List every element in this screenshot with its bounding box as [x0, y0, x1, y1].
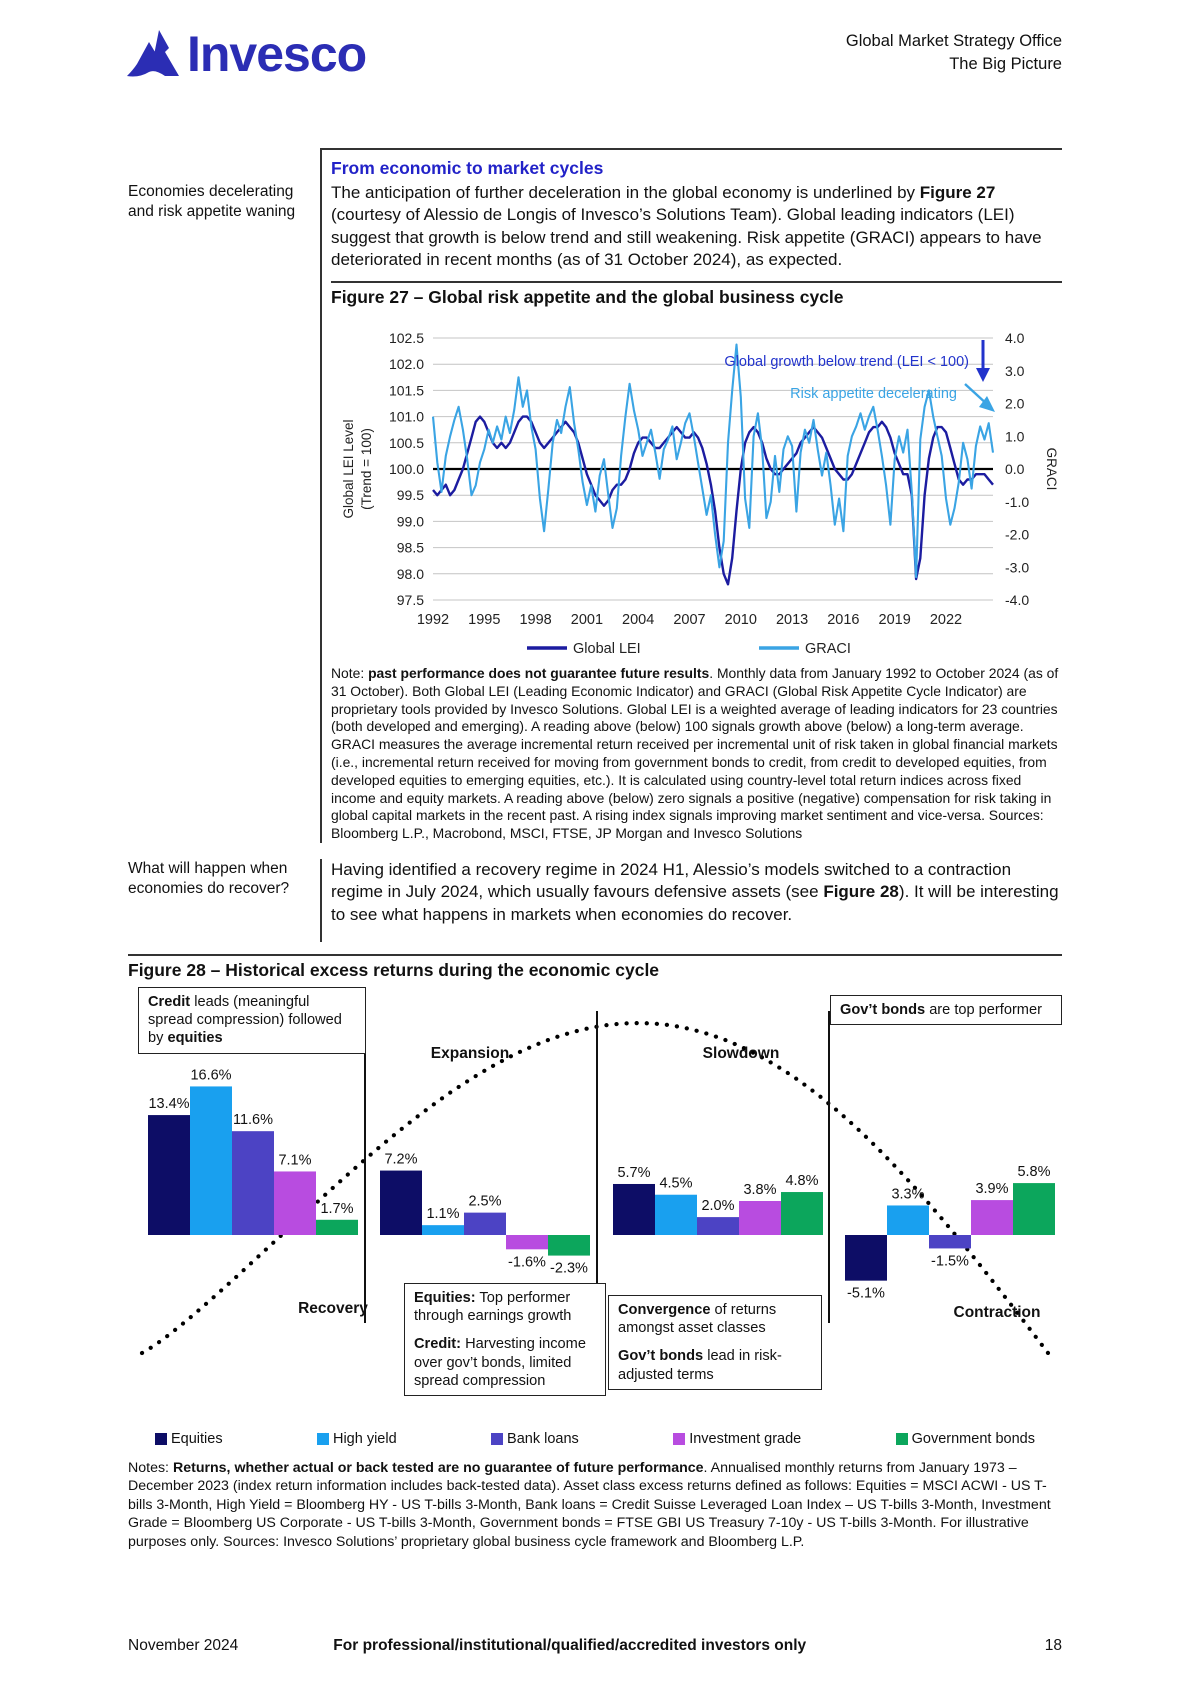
legend-swatch	[155, 1433, 167, 1445]
svg-text:13.4%: 13.4%	[148, 1095, 190, 1112]
invesco-logo	[125, 22, 387, 84]
svg-text:102.0: 102.0	[388, 356, 424, 373]
svg-text:-1.6%: -1.6%	[508, 1254, 546, 1271]
annotation-expansion	[404, 1283, 606, 1396]
svg-text:99.0: 99.0	[396, 513, 424, 530]
legend-swatch	[673, 1433, 685, 1445]
footer-date: November 2024	[128, 1637, 239, 1654]
svg-text:2.0: 2.0	[1005, 395, 1025, 412]
svg-text:98.0: 98.0	[396, 565, 424, 582]
svg-text:3.8%: 3.8%	[743, 1181, 777, 1198]
side-note-2: What will happen when economies do recover?	[128, 860, 290, 898]
annotation-slowdown	[608, 1295, 822, 1390]
svg-text:7.1%: 7.1%	[278, 1152, 312, 1169]
svg-text:3.0: 3.0	[1005, 362, 1025, 379]
side-note-column	[128, 148, 320, 271]
svg-text:-4.0: -4.0	[1005, 592, 1030, 609]
figure27-column	[320, 271, 1062, 843]
svg-text:1992: 1992	[416, 612, 450, 629]
svg-text:Contraction: Contraction	[953, 1303, 1041, 1321]
figure27-note: Note: past performance does not guarantee future results. Monthly data from January 1992 to October 2024 (as of 31 October). Both Global LEI (Leading Economic Indicator) and GRACI (Global Risk Appetite Cycle Indicator) are proprietary tools provided by Invesco Solutions. Global LEI is a weighted average of leading indicators for 23 countries (both developed and emerging). A reading above (below) 100 signals growth above (below) a long-term average. GRACI measures the average incremental return received per incremental unit of risk taken in global financial markets (i.e., incremental return received for moving from government bonds to credit, from credit to developed equities, from developed equities to emerging equities, etc.). It is calculated using country-level total return indices across fixed income and equity markets. A reading above (below) zero signals a positive (negative) compensation for risk taking in global capital markets in the recent past. A rising index signals improving market sentiment and vice-versa. Sources: Bloomberg L.P., Macrobond, MSCI, FTSE, JP Morgan and Invesco Solutions	[331, 665, 1059, 842]
figure28-title: Figure 28 – Historical excess returns during the economic cycle	[128, 959, 660, 980]
svg-text:Risk appetite decelerating: Risk appetite decelerating	[790, 386, 957, 403]
svg-text:101.0: 101.0	[388, 408, 424, 425]
svg-text:11.6%: 11.6%	[232, 1112, 274, 1129]
legend-item-equities	[155, 1431, 223, 1447]
header-publication: The Big Picture	[949, 55, 1062, 74]
svg-text:4.5%: 4.5%	[659, 1175, 693, 1192]
page-footer	[128, 1637, 1062, 1655]
main-column-2	[320, 859, 1062, 942]
annotation-slowdown-govt-bonds: Gov’t bonds lead in risk-adjusted terms	[618, 1348, 782, 1383]
legend-item-bank-loans	[491, 1431, 579, 1447]
side-note-column-2	[128, 859, 320, 942]
svg-text:1995: 1995	[468, 612, 501, 629]
svg-text:-1.5%: -1.5%	[931, 1253, 969, 1270]
svg-text:3.3%: 3.3%	[891, 1186, 925, 1203]
svg-text:2022: 2022	[929, 612, 963, 629]
legend-label: Equities	[171, 1430, 223, 1447]
main-column	[320, 148, 1062, 271]
legend-label: High yield	[332, 1430, 397, 1447]
figure28-legend	[155, 1431, 1035, 1447]
svg-text:2019: 2019	[878, 612, 911, 629]
svg-text:GRACI: GRACI	[1044, 447, 1059, 491]
svg-text:2004: 2004	[622, 612, 655, 629]
svg-text:1.1%: 1.1%	[426, 1205, 460, 1222]
svg-text:(Trend = 100): (Trend = 100)	[359, 428, 374, 510]
svg-text:2001: 2001	[570, 612, 604, 629]
svg-text:GRACI: GRACI	[805, 641, 851, 658]
svg-text:2016: 2016	[827, 612, 860, 629]
svg-text:5.8%: 5.8%	[1017, 1163, 1051, 1180]
svg-text:7.2%: 7.2%	[384, 1151, 418, 1168]
section-recovery	[0, 859, 1200, 942]
svg-text:Global LEI Level: Global LEI Level	[341, 419, 356, 519]
annotation-recovery-credit: Credit leads (meaningful spread compression) followed by equities	[138, 987, 366, 1054]
annotation-govt-bonds-top: Gov’t bonds are top performer	[830, 995, 1062, 1025]
svg-text:99.5: 99.5	[396, 487, 424, 504]
svg-text:1998: 1998	[519, 612, 552, 629]
svg-text:Recovery: Recovery	[298, 1299, 368, 1317]
annotation-expansion-credit: Credit: Harvesting income over gov’t bonds, limited spread compression	[414, 1336, 586, 1389]
svg-text:2.0%: 2.0%	[701, 1197, 735, 1214]
svg-text:Slowdown: Slowdown	[702, 1044, 780, 1062]
svg-text:3.9%: 3.9%	[975, 1180, 1009, 1197]
figure27-line-chart	[331, 308, 1064, 660]
svg-text:2007: 2007	[673, 612, 706, 629]
legend-swatch	[317, 1433, 329, 1445]
svg-text:1.0: 1.0	[1005, 428, 1025, 445]
svg-text:4.0: 4.0	[1005, 330, 1025, 347]
figure28-chart	[128, 985, 1062, 1425]
legend-label: Bank loans	[507, 1430, 579, 1447]
svg-text:101.5: 101.5	[388, 382, 424, 399]
figure27-title: Figure 27 – Global risk appetite and the global business cycle	[331, 287, 844, 308]
legend-item-government-bonds	[896, 1431, 1035, 1447]
legend-item-high-yield	[317, 1431, 397, 1447]
svg-text:0.0: 0.0	[1005, 461, 1025, 478]
svg-text:100.5: 100.5	[388, 434, 424, 451]
figure27-row	[0, 271, 1200, 843]
footer-page-number: 18	[1044, 1637, 1062, 1654]
legend-item-investment-grade	[673, 1431, 801, 1447]
svg-text:Global LEI: Global LEI	[573, 641, 641, 658]
svg-text:Invesco: Invesco	[187, 26, 367, 82]
figure28-block	[0, 954, 1200, 1551]
header-office: Global Market Strategy Office	[845, 32, 1062, 50]
legend-swatch	[896, 1433, 908, 1445]
section-paragraph: The anticipation of further deceleration in the global economy is underlined by Figure 27 (courtesy of Alessio de Longis of Invesco’s Solutions Team). Global leading indicators (LEI) suggest that growth is below trend and still weakening. Risk appetite (GRACI) appears to have deteriorated in recent months (as of 31 October 2024), as expected.	[331, 183, 1042, 269]
svg-text:102.5: 102.5	[388, 330, 424, 347]
section-economic-to-market	[0, 148, 1200, 271]
svg-text:1.7%: 1.7%	[320, 1200, 354, 1217]
svg-text:100.0: 100.0	[388, 461, 424, 478]
svg-text:-1.0: -1.0	[1005, 493, 1030, 510]
svg-text:2.5%: 2.5%	[468, 1193, 502, 1210]
section2-paragraph: Having identified a recovery regime in 2024 H1, Alessio’s models switched to a contraction regime in July 2024, which usually favours defensive assets (see Figure 28). It will be interesting to see what happens in markets when economies do recover.	[331, 860, 1059, 924]
figure28-notes: Notes: Returns, whether actual or back tested are no guarantee of future performance. Annualised monthly returns from January 1973 – December 2023 (index return information includes back-tested data). Asset class excess returns defined as follows: Equities = MSCI ACWI - US T-bills 3-Month, High Yield = Bloomberg HY - US T-bills 3-Month, Bank loans = Credit Suisse Leveraged Loan Index – US T-bills 3-Month, Investment Grade = Bloomberg US Corporate - US T-bills 3-Month, Government bonds = FTSE GBI US Treasury 7-10y - US T-bills 3-Month. For illustrative purposes only. Sources: Invesco Solutions’ proprietary global business cycle framework and Bloomberg L.P.	[128, 1459, 1051, 1550]
figure27-block	[331, 281, 1062, 843]
footer-disclaimer: For professional/institutional/qualified/accredited investors only	[333, 1637, 807, 1654]
legend-label: Investment grade	[689, 1430, 802, 1447]
svg-text:-2.3%: -2.3%	[550, 1260, 588, 1277]
legend-label: Government bonds	[911, 1430, 1035, 1447]
legend-swatch	[491, 1433, 503, 1445]
svg-text:-3.0: -3.0	[1005, 559, 1030, 576]
svg-text:2010: 2010	[724, 612, 757, 629]
svg-text:97.5: 97.5	[396, 592, 424, 609]
section-heading: From economic to market cycles	[331, 158, 604, 178]
invesco-mountain-icon	[125, 22, 387, 84]
svg-text:98.5: 98.5	[396, 539, 424, 556]
svg-text:5.7%: 5.7%	[617, 1164, 651, 1181]
svg-text:2013: 2013	[775, 612, 809, 629]
svg-text:16.6%: 16.6%	[190, 1067, 232, 1084]
svg-text:Global growth below trend (LEI: Global growth below trend (LEI < 100)	[724, 354, 969, 371]
page-header	[0, 0, 1200, 100]
annotation-slowdown-convergence: Convergence of returns amongst asset classes	[618, 1301, 777, 1337]
svg-text:4.8%: 4.8%	[785, 1172, 819, 1189]
annotation-expansion-equities: Equities: Top performer through earnings growth	[414, 1289, 572, 1325]
svg-text:-2.0: -2.0	[1005, 526, 1030, 543]
svg-text:-5.1%: -5.1%	[847, 1285, 885, 1302]
side-note: Economies decelerating and risk appetite waning	[128, 183, 296, 221]
svg-text:Expansion: Expansion	[430, 1044, 510, 1062]
